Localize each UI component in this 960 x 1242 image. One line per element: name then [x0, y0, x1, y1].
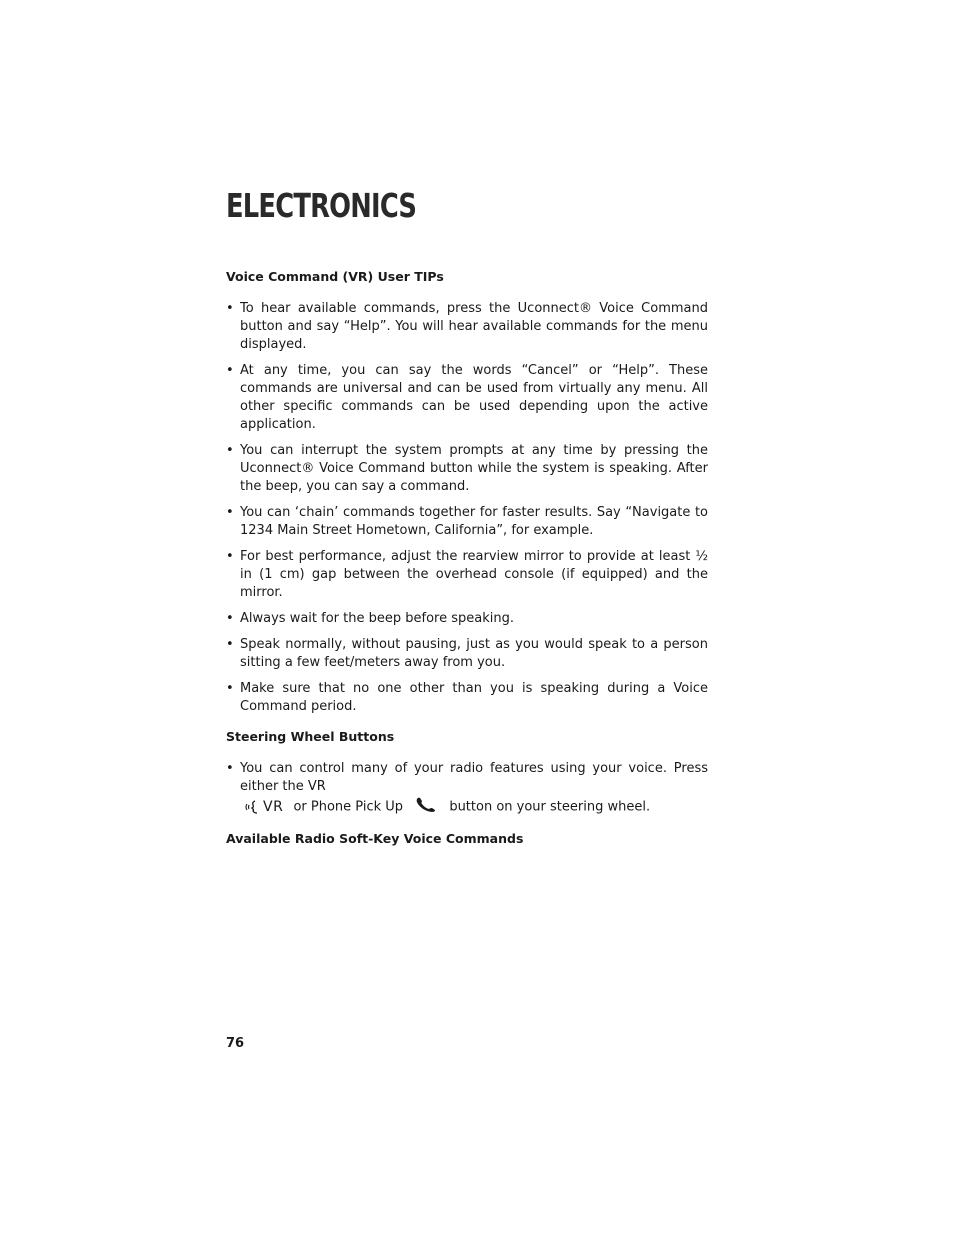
list-item: • You can interrupt the system prompts at any time by pressing the Uconnect® Voice Command button while the system is speaking. After the beep, you can say a command.	[226, 442, 708, 496]
list-item: • For best performance, adjust the rearview mirror to provide at least ½ in (1 cm) gap between the overhead console (if equipped) and the mirror.	[226, 548, 708, 602]
steering-list	[226, 760, 708, 818]
vr-tips-list	[226, 300, 708, 716]
page-number: 76	[226, 1036, 245, 1051]
page-content	[226, 268, 708, 862]
voice-recognition-icon	[244, 798, 283, 816]
phone-pickup-icon	[415, 796, 437, 818]
list-item: • Speak normally, without pausing, just as you would speak to a person sitting a few feet/meters away from you.	[226, 636, 708, 672]
list-item: • Make sure that no one other than you is speaking during a Voice Command period.	[226, 680, 708, 716]
list-item: • At any time, you can say the words “Cancel” or “Help”. These commands are universal and can be used from virtually any menu. All other specific commands can be used depending upon the active application.	[226, 362, 708, 434]
list-item: • To hear available commands, press the Uconnect® Voice Command button and say “Help”. You will hear available commands for the menu displayed.	[226, 300, 708, 354]
steering-buttons-heading: Steering Wheel Buttons	[226, 729, 395, 744]
list-item	[226, 760, 708, 818]
vr-icon-label: VR	[263, 799, 284, 815]
steering-text-after: button on your steering wheel.	[449, 799, 651, 815]
list-item: • You can ‘chain’ commands together for faster results. Say “Navigate to 1234 Main Street Hometown, California”, for example.	[226, 504, 708, 540]
section-title: ELECTRONICS	[226, 186, 417, 225]
soft-key-commands-heading: Available Radio Soft-Key Voice Commands	[226, 831, 524, 846]
steering-text-middle: or Phone Pick Up	[293, 799, 404, 815]
list-item: • Always wait for the beep before speaking.	[226, 610, 708, 628]
vr-tips-heading: Voice Command (VR) User TIPs	[226, 269, 444, 284]
steering-text-before: You can control many of your radio features using your voice. Press either the VR	[240, 761, 708, 794]
